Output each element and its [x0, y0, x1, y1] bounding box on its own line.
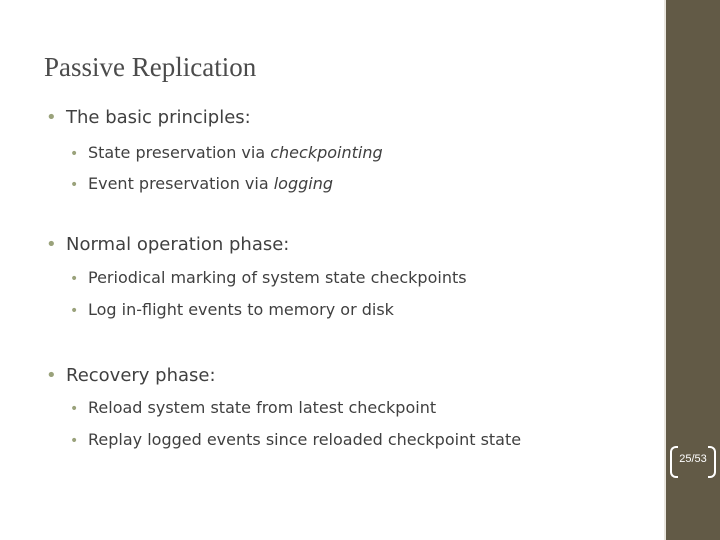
bullet-dot-icon: • — [70, 401, 79, 417]
bullet-basic-principles — [46, 107, 251, 128]
bullet-label: Normal operation phase: — [66, 234, 290, 255]
sub-bullet-text: Reload system state from latest checkpoint — [88, 398, 437, 417]
bullet-label: Recovery phase: — [66, 365, 216, 386]
bullet-dot-icon: • — [70, 271, 79, 287]
sub-bullet-log-events — [70, 300, 394, 319]
sub-bullet-text: Replay logged events since reloaded checkpoint state — [88, 430, 522, 449]
sub-bullet-text: State preservation via — [88, 143, 271, 162]
slide-title: Passive Replication — [44, 52, 257, 82]
sub-bullet-emphasis: checkpointing — [270, 143, 383, 162]
sub-bullet-periodical-marking — [70, 268, 467, 287]
bullet-dot-icon: • — [70, 303, 79, 319]
bullet-recovery-phase — [46, 365, 216, 386]
bullet-dot-icon: • — [46, 107, 57, 128]
sub-bullet-text: Log in-flight events to memory or disk — [88, 300, 394, 319]
bullet-dot-icon: • — [70, 177, 79, 193]
bullet-dot-icon: • — [70, 433, 79, 449]
sub-bullet-emphasis: logging — [273, 174, 334, 193]
sub-bullet-reload-state — [70, 398, 436, 417]
sub-bullet-state-preservation — [70, 143, 383, 162]
sub-bullet-event-preservation — [70, 174, 333, 193]
sub-bullet-replay-events — [70, 430, 521, 449]
page-number-text: 25/53 — [679, 453, 707, 465]
bullet-dot-icon: • — [46, 365, 57, 386]
bullet-label: The basic principles: — [66, 107, 251, 128]
bullet-dot-icon: • — [70, 146, 79, 162]
page-number — [670, 446, 716, 476]
sub-bullet-text: Event preservation via — [88, 174, 274, 193]
bullet-normal-operation — [46, 234, 289, 255]
sub-bullet-text: Periodical marking of system state checkpoints — [88, 268, 467, 287]
bullet-dot-icon: • — [46, 234, 57, 255]
